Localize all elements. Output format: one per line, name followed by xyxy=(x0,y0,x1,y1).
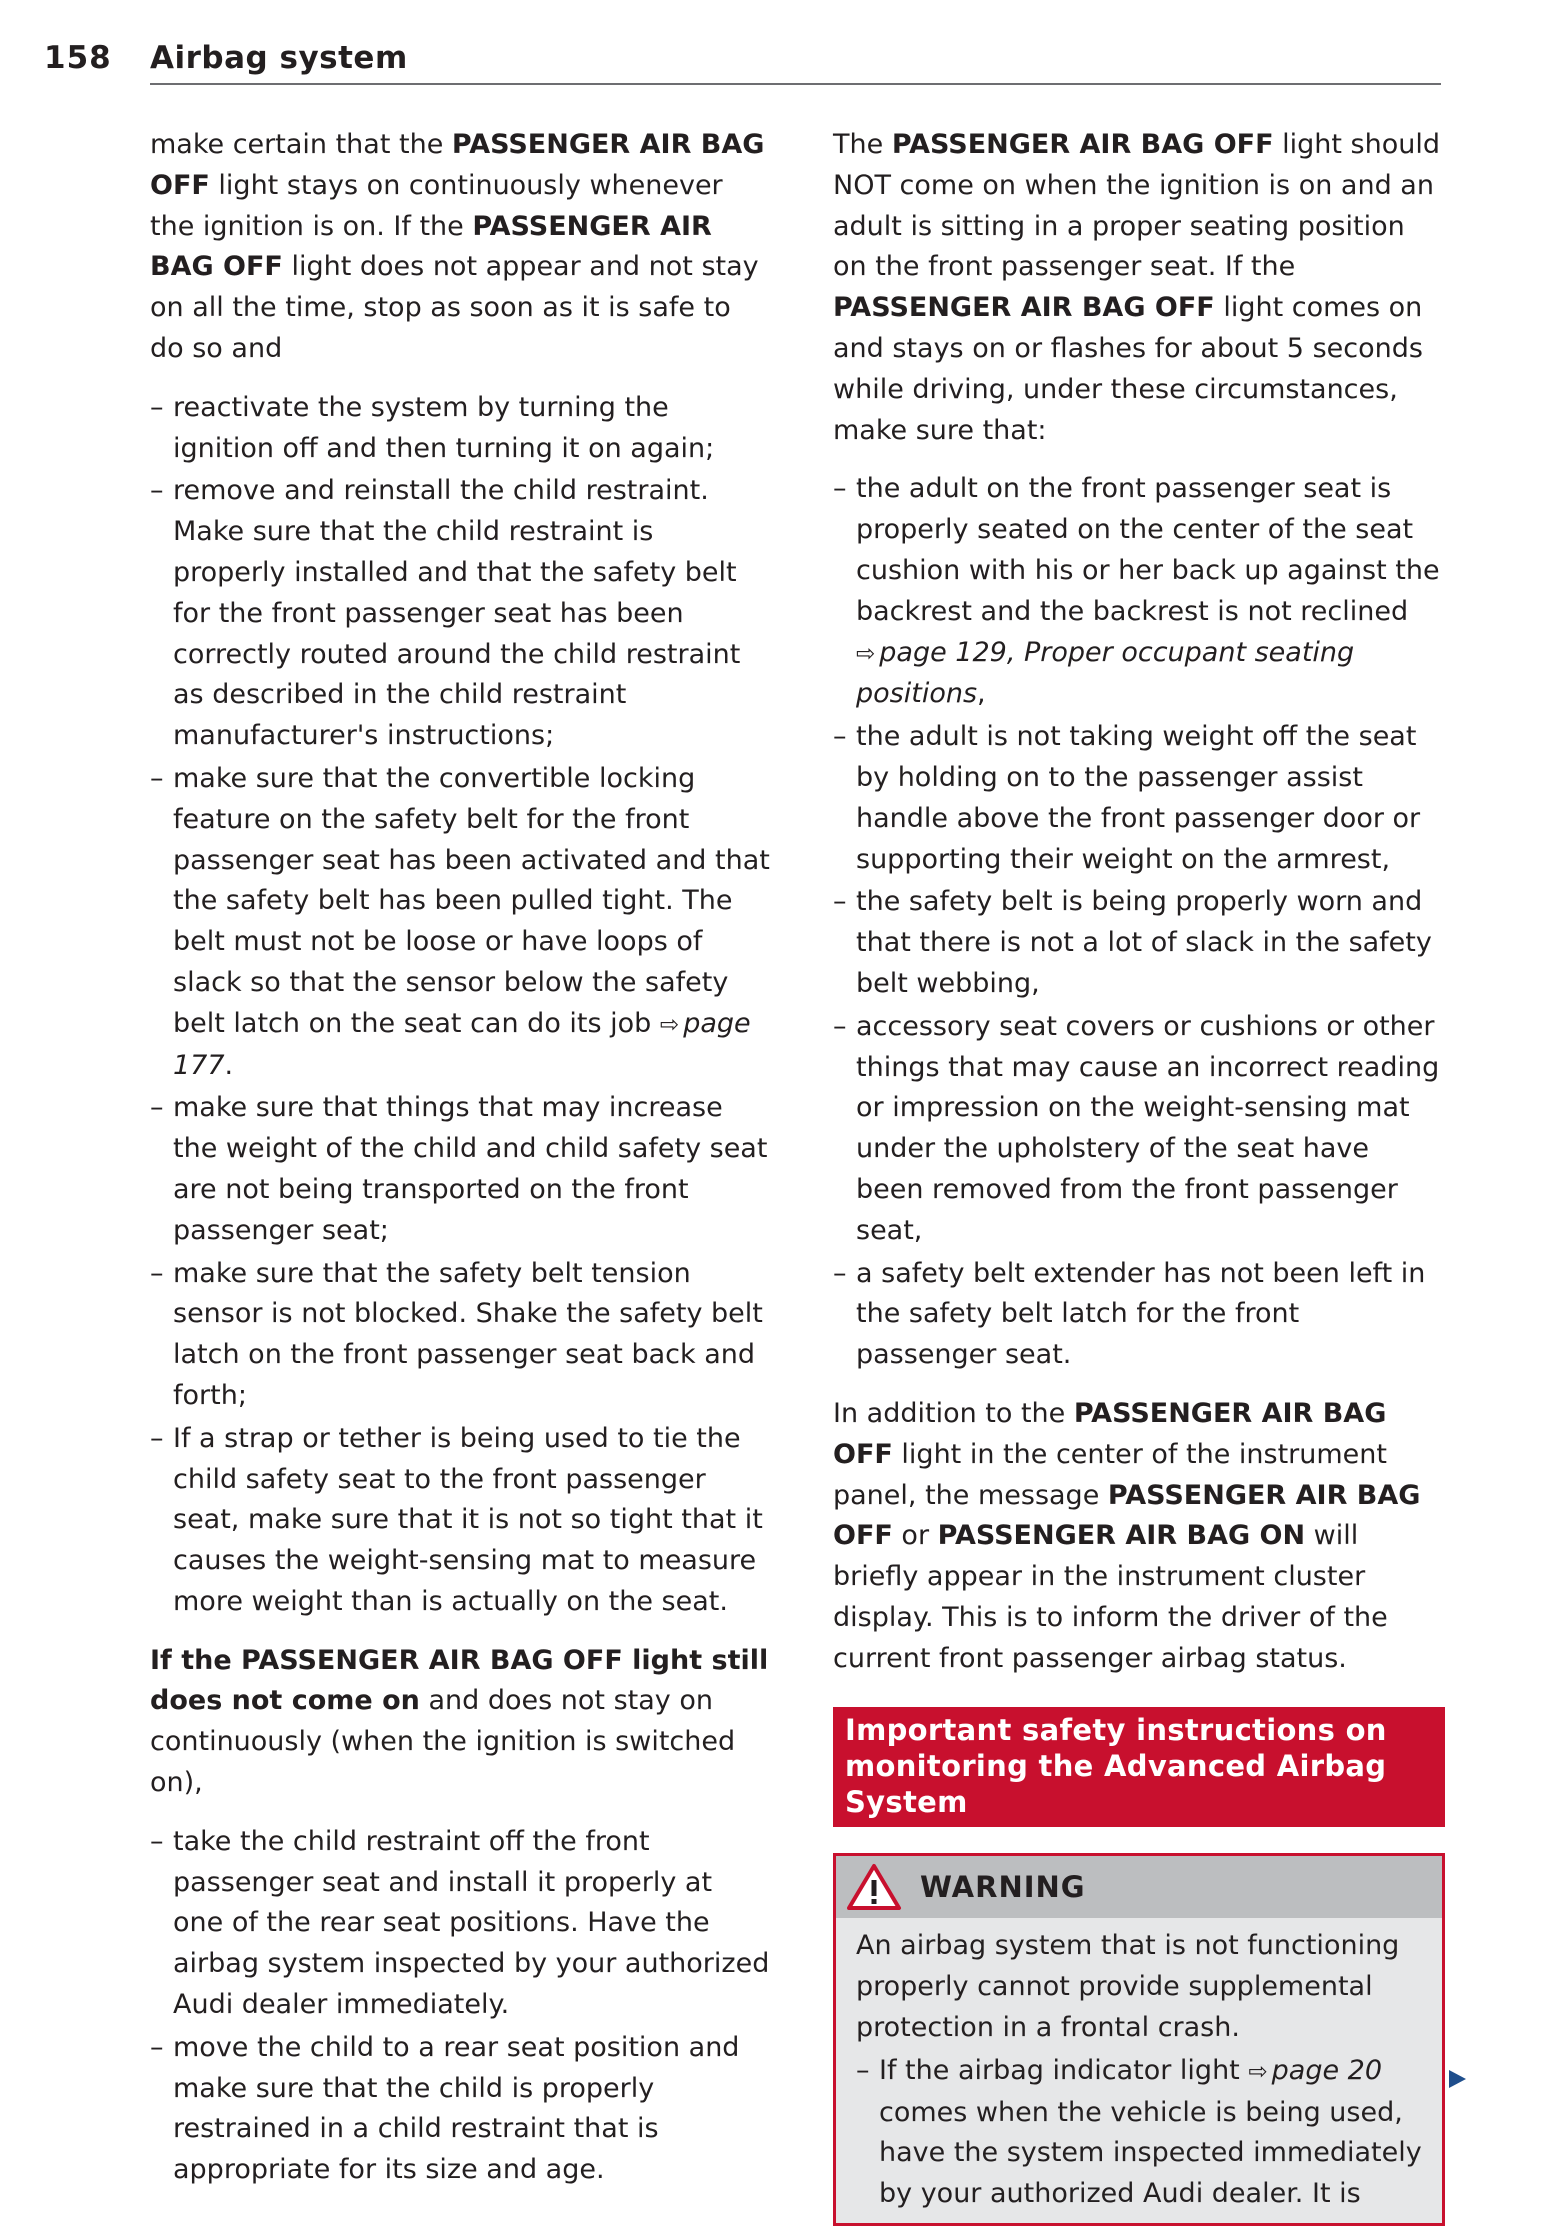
list-item: – If a strap or tether is being used to tie the child safety seat to the front passenger seat, make sure that it is not so tight that it causes the weight-sensing mat to measure more weight than is actually on the seat. xyxy=(150,1419,770,1623)
warning-title: WARNING xyxy=(920,1870,1086,1905)
list-item: – the adult is not taking weight off the seat by holding on to the passenger assist handle above the front passenger door or supporting their weight on the armrest, xyxy=(833,717,1445,880)
list-item: – a safety belt extender has not been left in the safety belt latch for the front passenger seat. xyxy=(833,1254,1445,1376)
section-title: Airbag system xyxy=(150,40,408,76)
page-header xyxy=(44,40,1444,86)
right-column xyxy=(833,125,1445,2226)
warning-body xyxy=(836,1918,1442,2223)
safety-instructions-banner: Important safety instructions on monitoring the Advanced Airbag System xyxy=(833,1707,1445,1827)
warning-box xyxy=(833,1853,1445,2226)
page-reference-link[interactable]: page 129, Proper occupant seating positions xyxy=(856,636,1355,710)
list-item: – the safety belt is being properly worn and that there is not a lot of slack in the safety belt webbing, xyxy=(833,882,1445,1004)
left-action-list xyxy=(150,388,770,1623)
header-divider xyxy=(150,83,1441,85)
page-ref-arrow-icon: ⇨ xyxy=(856,640,876,667)
right-second-paragraph: In addition to the PASSENGER AIR BAG OFF light in the center of the instrument panel, the message PASSENGER AIR BAG OFF or PASSENGER AIR BAG ON will briefly appear in the instrument cluster display. This is to inform the driver of the current front passenger airbag status. xyxy=(833,1397,1421,1674)
list-item: – make sure that the safety belt tension sensor is not blocked. Shake the safety belt latch on the front passenger seat back and forth; xyxy=(150,1254,770,1417)
left-second-list xyxy=(150,1822,770,2191)
left-second-paragraph: If the PASSENGER AIR BAG OFF light still does not come on and does not stay on continuously (when the ignition is switched on), xyxy=(150,1644,769,1799)
page-number: 158 xyxy=(44,40,112,76)
warning-list xyxy=(856,2051,1426,2215)
list-item: – accessory seat covers or cushions or other things that may cause an incorrect reading or impression on the weight-sensing mat under the upholstery of the seat have been removed from the front passenger seat, xyxy=(833,1007,1445,1252)
list-item: – remove and reinstall the child restraint. Make sure that the child restraint is properly installed and that the safety belt for the front passenger seat has been correctly routed around the child restraint as described in the child restraint manufacturer's instructions; xyxy=(150,471,770,757)
page-ref-arrow-icon: ⇨ xyxy=(1248,2058,1268,2085)
list-item: – make sure that the convertible locking feature on the safety belt for the front passenger seat has been activated and that the safety belt has been pulled tight. The belt must not be loose or have loops of slack so that the sensor below the safety belt latch on the seat can do its job ⇨ page 177. xyxy=(150,759,770,1086)
left-intro-paragraph: make certain that the PASSENGER AIR BAG OFF light stays on continuously whenever the ignition is on. If the PASSENGER AIR BAG OFF light does not appear and not stay on all the time, stop as soon as it is safe to do so and xyxy=(150,129,765,364)
list-item: – the adult on the front passenger seat is properly seated on the center of the seat cushion with his or her back up against the backrest and the backrest is not reclined ⇨ page 129, Proper occupant seating positions, xyxy=(833,469,1445,715)
page-ref-arrow-icon: ⇨ xyxy=(659,1011,680,1038)
warning-header xyxy=(836,1856,1442,1918)
list-item: – move the child to a rear seat position and make sure that the child is properly restrained in a child restraint that is appropriate for its size and age. xyxy=(150,2028,770,2191)
page-reference-link[interactable]: page 177 xyxy=(173,1007,751,1081)
right-check-list xyxy=(833,469,1445,1376)
right-intro-paragraph: The PASSENGER AIR BAG OFF light should NOT come on when the ignition is on and an adult is sitting in a proper seating position on the front passenger seat. If the PASSENGER AIR BAG OFF light comes on and stays on or flashes for about 5 seconds while driving, under these circumstances, make sure that: xyxy=(833,129,1441,446)
page-reference-link[interactable]: page 20 xyxy=(1271,2054,1383,2086)
warning-triangle-icon xyxy=(846,1863,902,1911)
list-item: – reactivate the system by turning the ignition off and then turning it on again; xyxy=(150,388,770,470)
list-item: – make sure that things that may increase the weight of the child and child safety seat are not being transported on the front passenger seat; xyxy=(150,1088,770,1251)
list-item: – take the child restraint off the front passenger seat and install it properly at one of the rear seat positions. Have the airbag system inspected by your authorized Audi dealer immediately. xyxy=(150,1822,770,2026)
left-column xyxy=(150,125,770,2209)
warning-text: An airbag system that is not functioning properly cannot provide supplemental protection in a frontal crash. xyxy=(856,1930,1400,2044)
list-item: – If the airbag indicator light ⇨ page 20 comes when the vehicle is being used, have the system inspected immediately by your authorized Audi dealer. It is xyxy=(856,2051,1426,2215)
continue-arrow-icon xyxy=(1446,2068,1468,2090)
